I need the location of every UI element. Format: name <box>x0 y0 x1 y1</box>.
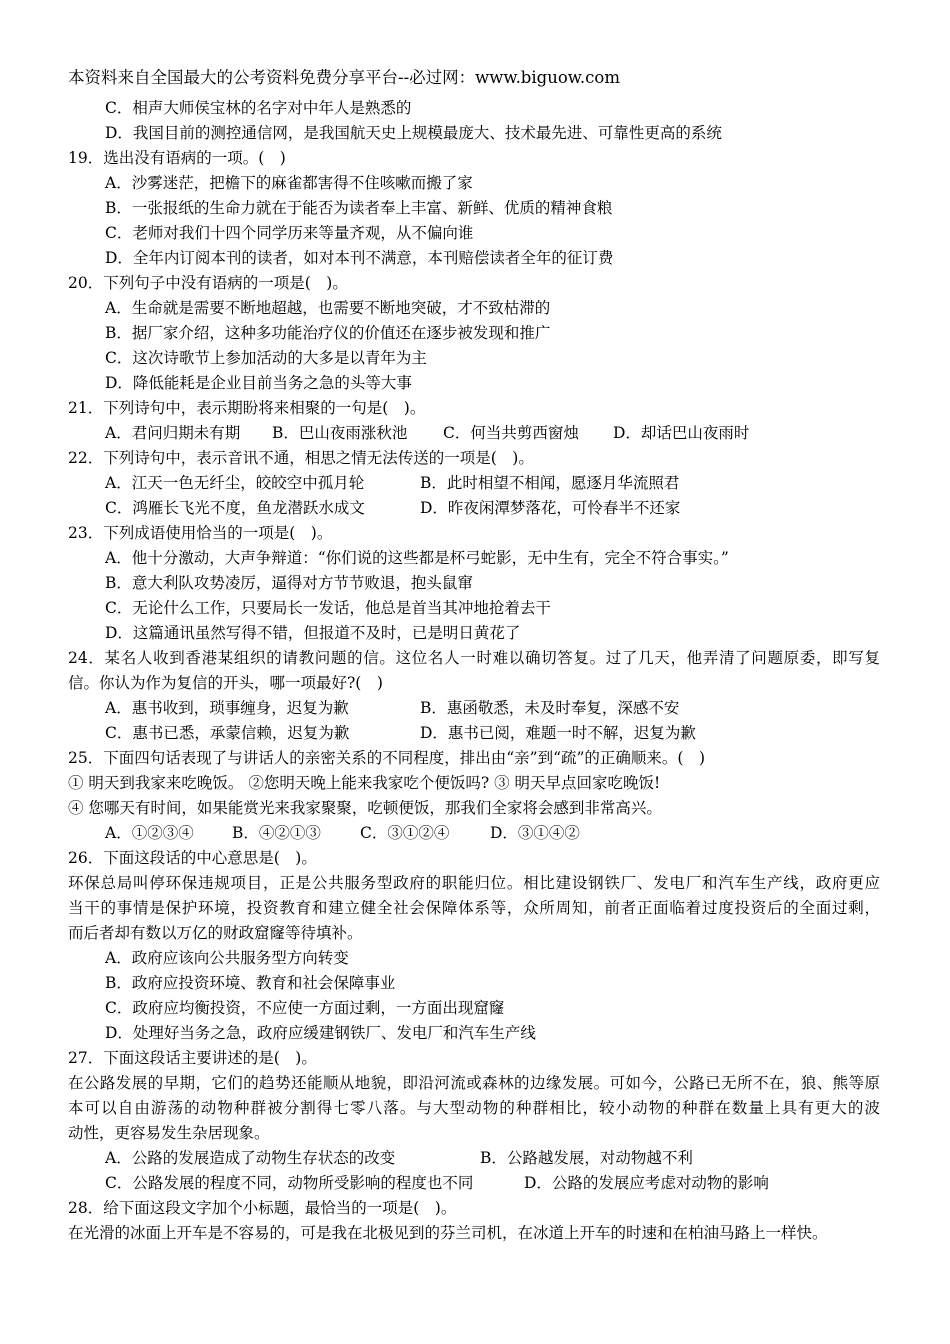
q25-sentences-1: ① 明天到我家来吃晚饭。 ②您明天晚上能来我家吃个便饭吗? ③ 明天早点回家吃晚饭! <box>68 774 661 792</box>
q25-option-a: A．①②③④ <box>105 824 194 842</box>
q25-sentences-2: ④ 您哪天有时间，如果能赏光来我家聚聚，吃顿便饭，那我们全家将会感到非常高兴。 <box>68 799 662 817</box>
q20-option-c: C．这次诗歌节上参加活动的大多是以青年为主 <box>105 349 427 367</box>
q21-option-d: D．却话巴山夜雨时 <box>613 424 750 442</box>
q24-option-b: B．惠函敬悉，未及时奉复，深感不安 <box>420 699 680 717</box>
q23-option-d: D．这篇通讯虽然写得不错，但报道不及时，已是明日黄花了 <box>105 624 521 642</box>
q26-passage-line1: 环保总局叫停环保违规项目，正是公共服务型政府的职能归位。相比建设钢铁厂、发电厂和汽车生产线，政府更应 <box>68 874 880 892</box>
q19-option-b: B．一张报纸的生命力就在于能否为读者奉上丰富、新鲜、优质的精神食粮 <box>105 199 613 217</box>
q28-stem: 28．给下面这段文字加个小标题，最恰当的一项是( )。 <box>68 1199 457 1217</box>
q25-option-c: C．③①②④ <box>360 824 450 842</box>
q26-option-b: B．政府应投资环境、教育和社会保障事业 <box>105 974 396 992</box>
q19-option-a: A．沙雾迷茫，把檐下的麻雀都害得不住咳嗽而搬了家 <box>105 174 473 192</box>
q20-option-b: B．据厂家介绍，这种多功能治疗仪的价值还在逐步被发现和推广 <box>105 324 551 342</box>
q21-option-a: A．君问归期未有期 <box>105 424 241 442</box>
q25-option-d: D．③①④② <box>490 824 580 842</box>
q26-passage-line3: 而后者却有数以万亿的财政窟窿等待填补。 <box>68 924 363 942</box>
q26-option-d: D．处理好当务之急，政府应缓建钢铁厂、发电厂和汽车生产线 <box>105 1024 536 1042</box>
q24-stem-line2: 信。你认为作为复信的开头，哪一项最好?( ) <box>68 674 383 692</box>
q18-option-c: C．相声大师侯宝林的名字对中年人是熟悉的 <box>105 99 412 117</box>
q20-stem: 20．下列句子中没有语病的一项是( )。 <box>68 274 348 292</box>
q24-option-c: C．惠书已悉，承蒙信赖，迟复为歉 <box>105 724 350 742</box>
q25-stem: 25．下面四句话表现了与讲话人的亲密关系的不同程度，排出由“亲”到“疏”的正确顺来。( ) <box>68 749 706 767</box>
q24-stem-line1: 24．某名人收到香港某组织的请教问题的信。这位名人一时难以确切答复。过了几天，他弄清了问题原委，即写复 <box>68 649 880 667</box>
q22-option-c: C．鸿雁长飞光不度，鱼龙潜跃水成文 <box>105 499 365 517</box>
q23-stem: 23．下列成语使用恰当的一项是( )。 <box>68 524 333 542</box>
q27-stem: 27．下面这段话主要讲述的是( )。 <box>68 1049 317 1067</box>
q27-passage-line2: 本可以自由游荡的动物种群被分割得七零八落。与大型动物的种群相比，较小动物的种群在数量上具有更大的波 <box>68 1099 880 1117</box>
q26-option-a: A．政府应该向公共服务型方向转变 <box>105 949 349 967</box>
q26-option-c: C．政府应均衡投资，不应使一方面过剩，一方面出现窟窿 <box>105 999 505 1017</box>
q25-option-b: B．④②①③ <box>232 824 321 842</box>
q26-passage-line2: 当干的事情是保护环境，投资教育和建立健全社会保障体系等，众所周知，前者正面临着过度投资后的全面过剩， <box>68 899 880 917</box>
q27-passage-line1: 在公路发展的早期，它们的趋势还能顺从地貌，即沿河流或森林的边缘发展。可如今，公路已无所不在，狼、熊等原 <box>68 1074 880 1092</box>
q22-stem: 22．下列诗句中，表示音讯不通，相思之情无法传送的一项是( )。 <box>68 449 534 467</box>
q27-passage-line3: 动性，更容易发生杂居现象。 <box>68 1124 270 1142</box>
q21-option-b: B．巴山夜雨涨秋池 <box>272 424 408 442</box>
q19-option-d: D．全年内订阅本刊的读者，如对本刊不满意，本刊赔偿读者全年的征订费 <box>105 249 614 267</box>
q20-option-a: A．生命就是需要不断地超越，也需要不断地突破，才不致枯滞的 <box>105 299 551 317</box>
q24-option-d: D．惠书已阅，难题一时不解，迟复为歉 <box>420 724 696 742</box>
q27-option-c: C．公路发展的程度不同，动物所受影响的程度也不同 <box>105 1174 474 1192</box>
q23-option-c: C．无论什么工作，只要局长一发话，他总是首当其冲地抢着去干 <box>105 599 551 617</box>
q27-option-d: D．公路的发展应考虑对动物的影响 <box>524 1174 769 1192</box>
q21-stem: 21．下列诗句中，表示期盼将来相聚的一句是( )。 <box>68 399 426 417</box>
source-header: 本资料来自全国最大的公考资料免费分享平台--必过网：www.biguow.com <box>68 68 621 87</box>
q23-option-a: A．他十分激动，大声争辩道：“你们说的这些都是杯弓蛇影，无中生有，完全不符合事实。” <box>105 549 729 567</box>
q19-stem: 19．选出没有语病的一项。( ) <box>68 149 286 167</box>
q20-option-d: D．降低能耗是企业目前当务之急的头等大事 <box>105 374 412 392</box>
q26-stem: 26．下面这段话的中心意思是( )。 <box>68 849 317 867</box>
q18-option-d: D．我国目前的测控通信网，是我国航天史上规模最庞大、技术最先进、可靠性更高的系统 <box>105 124 722 142</box>
q22-option-d: D．昨夜闲潭梦落花，可怜春半不还家 <box>420 499 681 517</box>
q24-option-a: A．惠书收到，琐事缠身，迟复为歉 <box>105 699 349 717</box>
q22-option-b: B．此时相望不相闻，愿逐月华流照君 <box>420 474 680 492</box>
q27-option-a: A．公路的发展造成了动物生存状态的改变 <box>105 1149 396 1167</box>
q22-option-a: A．江天一色无纤尘，皎皎空中孤月轮 <box>105 474 365 492</box>
q21-option-c: C．何当共剪西窗烛 <box>443 424 579 442</box>
q27-option-b: B．公路越发展，对动物越不利 <box>480 1149 693 1167</box>
q23-option-b: B．意大利队攻势凌厉，逼得对方节节败退，抱头鼠窜 <box>105 574 473 592</box>
q28-passage-line1: 在光滑的冰面上开车是不容易的，可是我在北极见到的芬兰司机，在冰道上开车的时速和在柏油马路上一样快。 <box>68 1224 828 1242</box>
q19-option-c: C．老师对我们十四个同学历来等量齐观，从不偏向谁 <box>105 224 474 242</box>
